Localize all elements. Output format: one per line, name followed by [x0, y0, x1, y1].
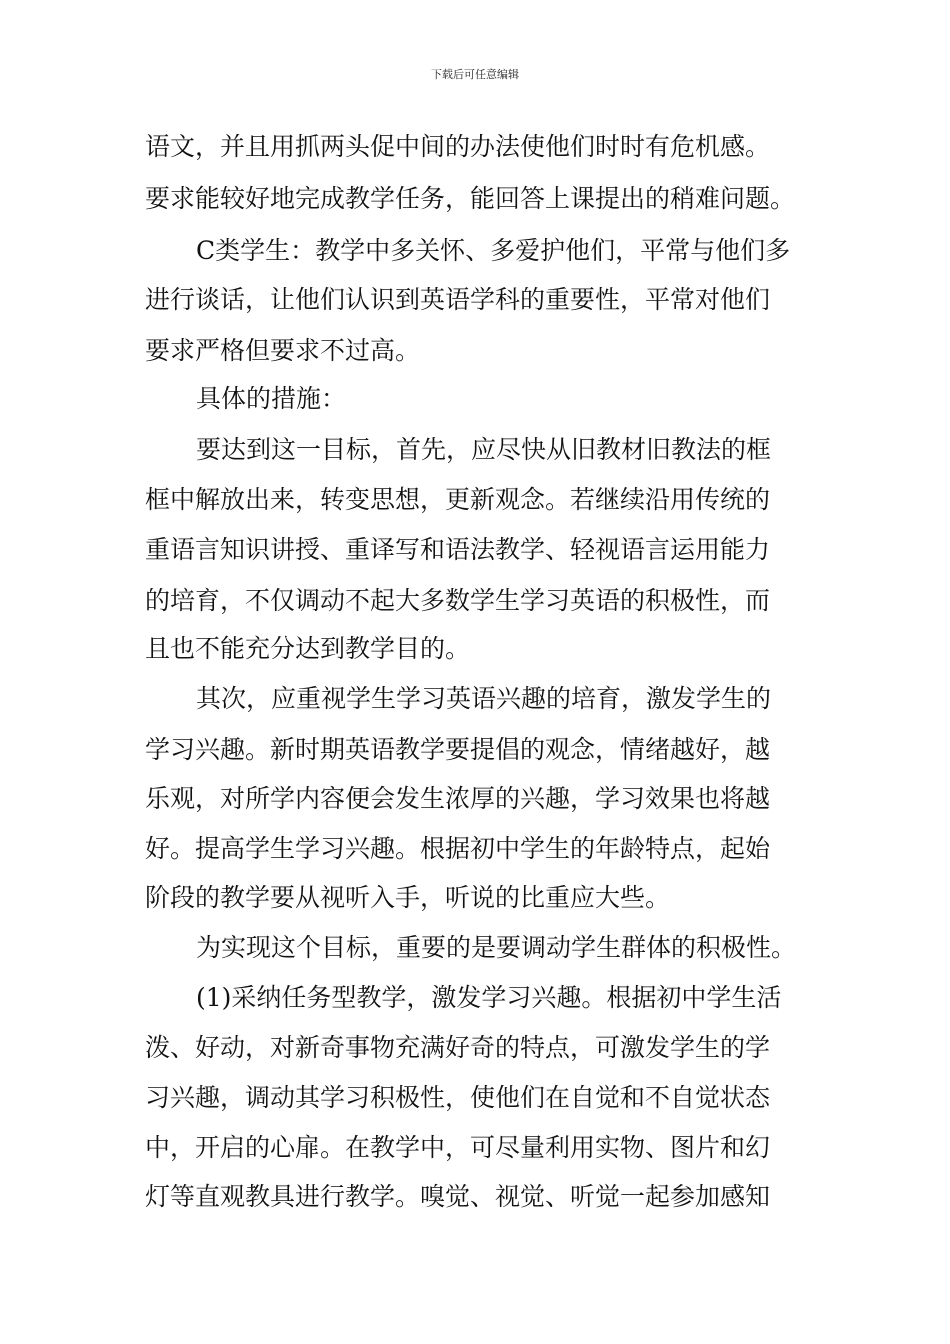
text-line: 为实现这个目标，重要的是要调动学生群体的积极性。: [196, 933, 797, 962]
text-line: 阶段的教学要从视听入手，听说的比重应大些。: [145, 883, 671, 912]
text-line: 要求能较好地完成教学任务，能回答上课提出的稍难问题。: [145, 184, 796, 213]
text-line: 泼、好动，对新奇事物充满好奇的特点，可激发学生的学: [145, 1033, 771, 1062]
text-line: 学习兴趣。新时期英语教学要提倡的观念，情绪越好，越: [145, 735, 771, 764]
text-line: 的培育，不仅调动不起大多数学生学习英语的积极性，而: [145, 586, 771, 615]
text-line: 要达到这一目标，首先，应尽快从旧教材旧教法的框: [196, 435, 772, 464]
text-line: 且也不能充分达到教学目的。: [145, 634, 471, 663]
page-header: 下载后可任意编辑: [431, 68, 519, 81]
text-line: 重语言知识讲授、重译写和语法教学、轻视语言运用能力: [145, 535, 771, 564]
text-line: 习兴趣，调动其学习积极性，使他们在自觉和不自觉状态: [145, 1083, 771, 1112]
text-line: 灯等直观教具进行教学。嗅觉、视觉、听觉一起参加感知: [145, 1182, 771, 1211]
text-line: 中，开启的心扉。在教学中，可尽量利用实物、图片和幻: [145, 1133, 771, 1162]
text-line: 乐观，对所学内容便会发生浓厚的兴趣，学习效果也将越: [145, 784, 771, 813]
text-line: 具体的措施：: [196, 384, 347, 413]
text-line: C类学生：教学中多关怀、多爱护他们，平常与他们多: [196, 236, 791, 265]
text-line: 要求严格但要求不过高。: [145, 336, 421, 365]
text-line: 好。提高学生学习兴趣。根据初中学生的年龄特点，起始: [145, 834, 771, 863]
text-line: 其次，应重视学生学习英语兴趣的培育，激发学生的: [196, 684, 772, 713]
text-line: 框中解放出来，转变思想，更新观念。若继续沿用传统的: [145, 485, 771, 514]
text-line: 进行谈话，让他们认识到英语学科的重要性，平常对他们: [145, 285, 771, 314]
text-line: 语文，并且用抓两头促中间的办法使他们时时有危机感。: [145, 132, 771, 161]
text-line: (1)采纳任务型教学，激发学习兴趣。根据初中学生活: [196, 983, 782, 1012]
